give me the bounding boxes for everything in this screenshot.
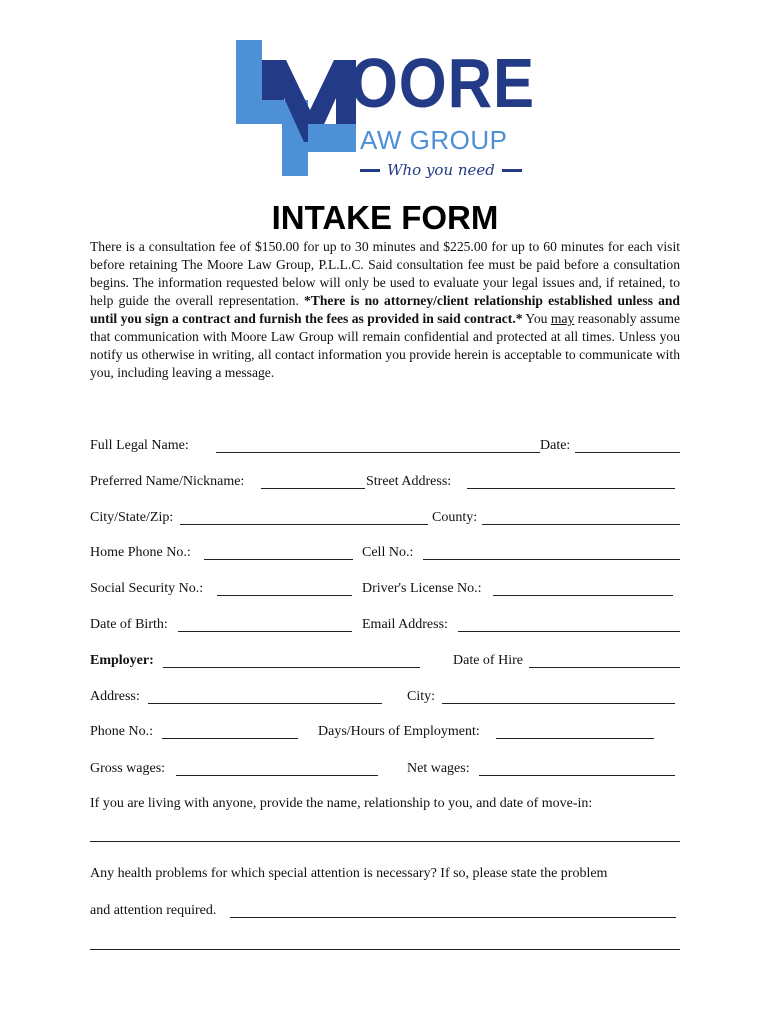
logo-m-mark-icon xyxy=(236,40,366,180)
label-county: County: xyxy=(432,510,478,525)
net-wages-field[interactable] xyxy=(479,775,675,776)
label-city: City: xyxy=(407,689,436,704)
label-full-legal-name: Full Legal Name: xyxy=(90,438,189,453)
days-hours-field[interactable] xyxy=(496,738,654,739)
living-with-answer-line[interactable] xyxy=(90,841,680,842)
logo-dash-right xyxy=(502,169,522,172)
address-field[interactable] xyxy=(148,703,382,704)
row-wages xyxy=(90,759,680,779)
row-ssn-license xyxy=(90,579,680,599)
row-phones xyxy=(90,543,680,563)
city-state-zip-field[interactable] xyxy=(180,524,428,525)
row-full-legal-name xyxy=(90,436,680,456)
row-address-city xyxy=(90,687,680,707)
dob-field[interactable] xyxy=(178,631,352,632)
logo-tagline-row xyxy=(360,158,522,182)
moore-law-group-logo xyxy=(236,40,535,186)
row-employer xyxy=(90,651,680,671)
row-attention-required xyxy=(90,901,680,921)
logo-word-aw-group: AW GROUP xyxy=(360,125,508,155)
street-address-field[interactable] xyxy=(467,488,675,489)
home-phone-field[interactable] xyxy=(204,559,353,560)
label-date-of-hire: Date of Hire xyxy=(453,653,523,668)
label-street-address: Street Address: xyxy=(366,474,452,489)
label-ssn: Social Security No.: xyxy=(90,581,204,596)
cell-no-field[interactable] xyxy=(423,559,680,560)
intro-text-part3: reasonably assume that communication with Moore Law Group will remain confidential and protected at all times. Unless you notify us otherwise in writing, all contact information you provide herein is acceptable to communicate with you, including leaving a message. xyxy=(90,311,680,380)
label-email: Email Address: xyxy=(362,617,448,632)
page-title: INTAKE FORM xyxy=(271,199,499,236)
label-home-phone: Home Phone No.: xyxy=(90,545,191,560)
date-field[interactable] xyxy=(575,452,680,453)
gross-wages-field[interactable] xyxy=(176,775,378,776)
label-date: Date: xyxy=(540,438,571,453)
health-answer-line[interactable] xyxy=(90,949,680,950)
label-address: Address: xyxy=(90,689,140,704)
label-cell-no: Cell No.: xyxy=(362,545,414,560)
drivers-license-field[interactable] xyxy=(493,595,673,596)
label-gross-wages: Gross wages: xyxy=(90,761,166,776)
logo-word-oore: OORE xyxy=(350,44,535,122)
intro-bold-disclaimer: *There is no attorney/client relationship established unless and until you sign a contract and furnish the fees as provided in said contract.* xyxy=(90,293,680,326)
ssn-field[interactable] xyxy=(217,595,352,596)
label-preferred-name: Preferred Name/Nickname: xyxy=(90,474,245,489)
label-dob: Date of Birth: xyxy=(90,617,168,632)
phone-no-field[interactable] xyxy=(162,738,298,739)
row-city-state-zip xyxy=(90,508,680,528)
city-field[interactable] xyxy=(442,703,675,704)
label-city-state-zip: City/State/Zip: xyxy=(90,510,174,525)
employer-field[interactable] xyxy=(163,667,420,668)
preferred-name-field[interactable] xyxy=(261,488,365,489)
full-legal-name-field[interactable] xyxy=(216,452,540,453)
intro-paragraph xyxy=(90,238,680,382)
row-preferred-name xyxy=(90,472,680,492)
county-field[interactable] xyxy=(482,524,680,525)
row-dob-email xyxy=(90,615,680,635)
question-health-problems: Any health problems for which special attention is necessary? If so, please state the problem xyxy=(90,866,608,881)
label-phone-no: Phone No.: xyxy=(90,724,153,739)
label-net-wages: Net wages: xyxy=(407,761,470,776)
logo-dash-left xyxy=(360,169,380,172)
question-living-with: If you are living with anyone, provide the name, relationship to you, and date of move-in: xyxy=(90,796,593,811)
label-employer: Employer: xyxy=(90,653,154,668)
label-days-hours: Days/Hours of Employment: xyxy=(318,724,480,739)
email-field[interactable] xyxy=(458,631,680,632)
intro-text-part2: You xyxy=(522,311,551,326)
attention-required-field[interactable] xyxy=(230,917,676,918)
date-of-hire-field[interactable] xyxy=(529,667,680,668)
logo-tagline: Who you need xyxy=(387,161,495,179)
intro-text-part1: There is a consultation fee of $150.00 for up to 30 minutes and $225.00 for up to 60 minutes for each visit before retaining The Moore Law Group, P.L.L.C. Said consultation fee must be paid before a consultation begins. The information requested below will only be used to evaluate your legal issues and, if retained, to help guide the overall representation. xyxy=(90,239,680,308)
label-attention-required: and attention required. xyxy=(90,903,217,918)
row-phone-days-hours xyxy=(90,722,680,742)
intro-underlined-may: may xyxy=(550,311,575,326)
label-drivers-license: Driver's License No.: xyxy=(362,581,482,596)
